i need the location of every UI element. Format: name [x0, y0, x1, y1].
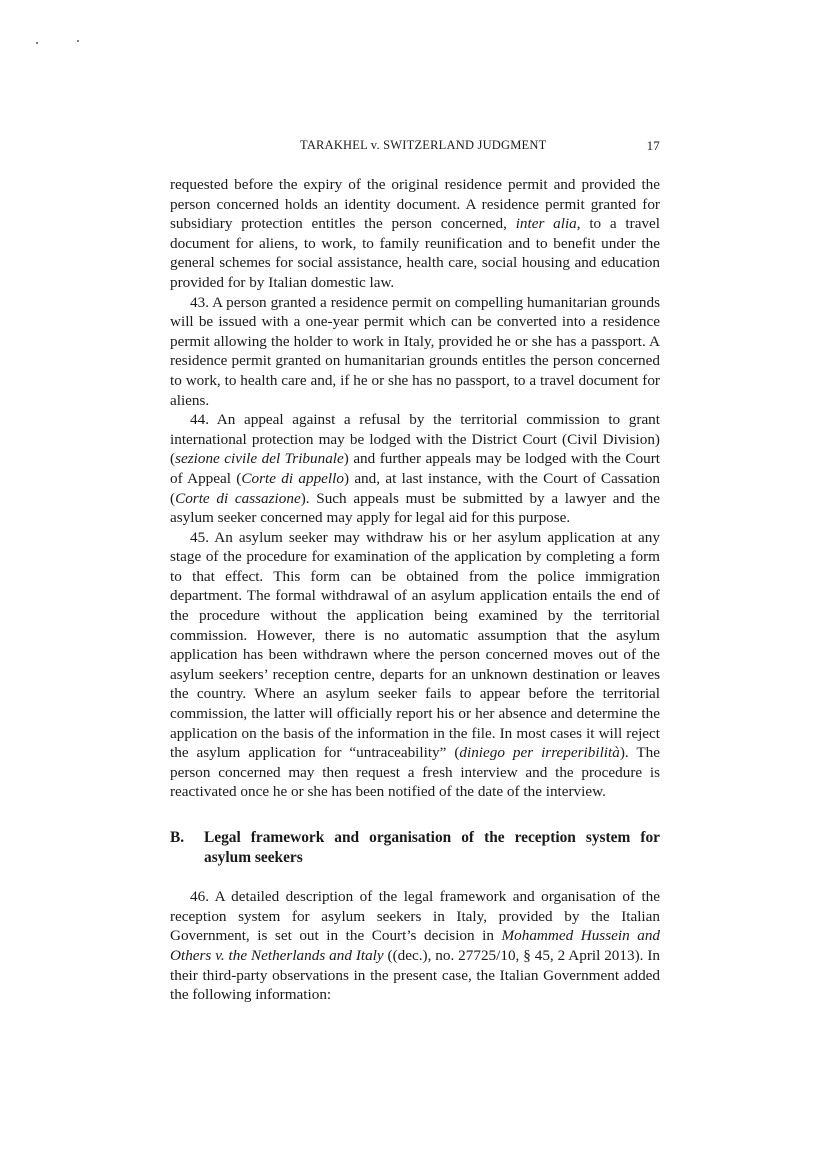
- italic-term: inter alia: [515, 215, 577, 233]
- running-header: [170, 138, 660, 156]
- text-span: ). The person concerned may then request a fresh interview and the procedure is reactivated once he or she has been notified of the date of the interview.: [170, 744, 660, 801]
- text-span: ). Such appeals must be submitted by a lawyer and the asylum seeker concerned may apply for legal aid for this purpose.: [170, 489, 660, 527]
- document-body: [170, 175, 660, 1005]
- text-span: ) and, at last instance, with the Court of Cassation (: [170, 469, 660, 507]
- text-span: , to a travel document for aliens, to work, to family reunification and to benefit under the general schemes for social assistance, health care, social housing and education provided for by Italian domestic law.: [170, 215, 660, 291]
- text-span: 44. An appeal against a refusal by the territorial commission to grant international protection may be lodged with the District Court (Civil Division) (: [170, 411, 660, 468]
- paragraph-42-continuation: [170, 175, 660, 293]
- scan-speck: [36, 42, 38, 44]
- italic-term: Corte di cassazione: [175, 489, 301, 507]
- paragraph-45: [170, 528, 660, 802]
- paragraph-46: [170, 887, 660, 1005]
- text-span: 46. A detailed description of the legal framework and organisation of the reception system for asylum seekers in Italy, provided by the Italian Government, is set out in the Court’s decision in: [170, 888, 660, 945]
- italic-term: Corte di appello: [241, 469, 344, 487]
- text-span: ((dec.), no. 27725/10, § 45, 2 April 2013). In their third-party observations in the present case, the Italian Government added the following information:: [170, 946, 660, 1004]
- scan-speck: [77, 40, 79, 42]
- paragraph-44: [170, 410, 660, 528]
- text-span: requested before the expiry of the original residence permit and provided the person concerned holds an identity document. A residence permit granted for subsidiary protection entitles the person concerned,: [170, 176, 660, 233]
- italic-term: sezione civile del Tribunale: [175, 450, 344, 468]
- running-title: TARAKHEL v. SWITZERLAND JUDGMENT: [300, 138, 547, 152]
- italic-term: diniego per irreperibilità: [459, 744, 620, 762]
- section-heading-b: [170, 828, 660, 867]
- section-number: B.: [170, 829, 185, 846]
- scan-specks: [0, 0, 828, 60]
- text-span: 45. An asylum seeker may withdraw his or her asylum application at any stage of the procedure for examination of the application by completing a form to that effect. This form can be obtained from the police immigration department. The formal withdrawal of an asylum application entails the end of the procedure without the application being examined by the territorial commission. However, there is no automatic assumption that the asylum application has been withdrawn where the person concerned moves out of the asylum seekers’ reception centre, departs for an unknown destination or leaves the country. Where an asylum seeker fails to appear before the territorial commission, the latter will officially report his or her absence and determine the application on the basis of the information in the file. In most cases it will reject the asylum application for “untraceability” (: [170, 528, 660, 762]
- page-number: 17: [646, 138, 660, 153]
- italic-case-name: Mohammed Hussein and Others v. the Netherlands and Italy: [170, 927, 661, 964]
- text-span: ) and further appeals may be lodged with the Court of Appeal (: [170, 450, 660, 487]
- section-title: Legal framework and organisation of the reception system for asylum seekers: [204, 829, 660, 866]
- paragraph-43: 43. A person granted a residence permit on compelling humanitarian grounds will be issued with a one-year permit which can be converted into a residence permit allowing the holder to work in Italy, provided he or she has a passport. A residence permit granted on humanitarian grounds entitles the person concerned to work, to health care and, if he or she has no passport, to a travel document for aliens.: [170, 293, 660, 409]
